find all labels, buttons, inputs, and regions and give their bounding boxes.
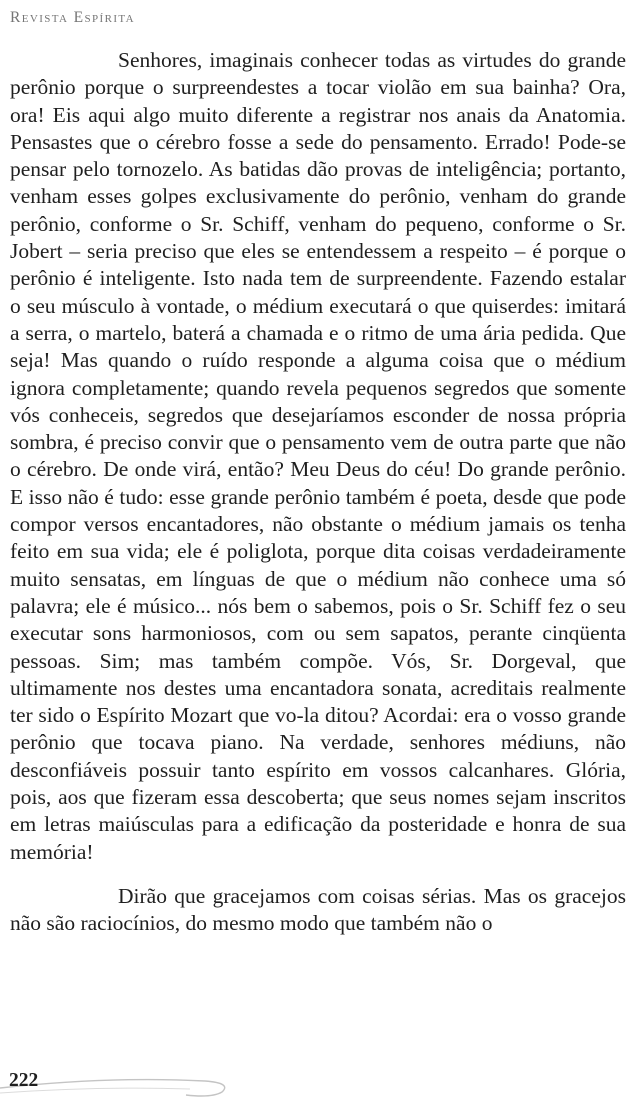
paragraph-2: Dirão que gracejamos com coisas sérias. Mas os gracejos não são raciocínios, do mesmo modo que também não o — [10, 883, 626, 936]
paragraph-1: Senhores, imaginais conhecer todas as virtudes do grande perônio porque o surpreendestes a tocar violão em sua bainha? Ora, ora! Eis aqui algo muito diferente a registrar nos anais da Anatomia. Pensastes que o cérebro fosse a sede do pensamento. Errado! Pode-se pensar pelo tornozelo. As batidas dão provas de inteligência; portanto, venham esses golpes exclusivamente do perônio, venham do grande perônio, conforme o Sr. Schiff, venham do pequeno, conforme o Sr. Jobert – seria preciso que eles se entendessem a respeito – é porque o perônio é inteligente. Isto nada tem de surpreendente. Fazendo estalar o seu músculo à vontade, o médium executará o que quiserdes: imitará a serra, o martelo, baterá a chamada e o ritmo de uma ária pedida. Que seja! Mas quando o ruído responde a alguma coisa que o médium ignora completamente; quando revela pequenos segredos que somente vós conheceis, segredos que desejaríamos esconder de nossa própria sombra, é preciso convir que o pensamento vem de outra parte que não o cérebro. De onde virá, então? Meu Deus do céu! Do grande perônio. E isso não é tudo: esse grande perônio também é poeta, desde que pode compor versos encantadores, não obstante o médium jamais os tenha feito em sua vida; ele é poliglota, porque dita coisas verdadeiramente muito sensatas, em línguas de que o médium não conhece uma só palavra; ele é músico... nós bem o sabemos, pois o Sr. Schiff fez o seu executar sons harmoniosos, com ou sem sapatos, perante cinqüenta pessoas. Sim; mas também compõe. Vós, Sr. Dorgeval, que ultimamente nos destes uma encantadora sonata, acreditais realmente ter sido o Espírito Mozart que vo-la ditou? Acordai: era o vosso grande perônio que tocava piano. Na verdade, senhores médiuns, não desconfiáveis possuir tanto espírito em vossos calcanhares. Glória, pois, aos que fizeram essa descoberta; que seus nomes sejam inscritos em letras maiúsculas para a edificação da posteridade e honra de sua memória! — [10, 48, 626, 864]
page-body — [10, 47, 626, 938]
page-number: 222 — [9, 1070, 39, 1091]
running-header: Revista Espírita — [10, 9, 135, 26]
